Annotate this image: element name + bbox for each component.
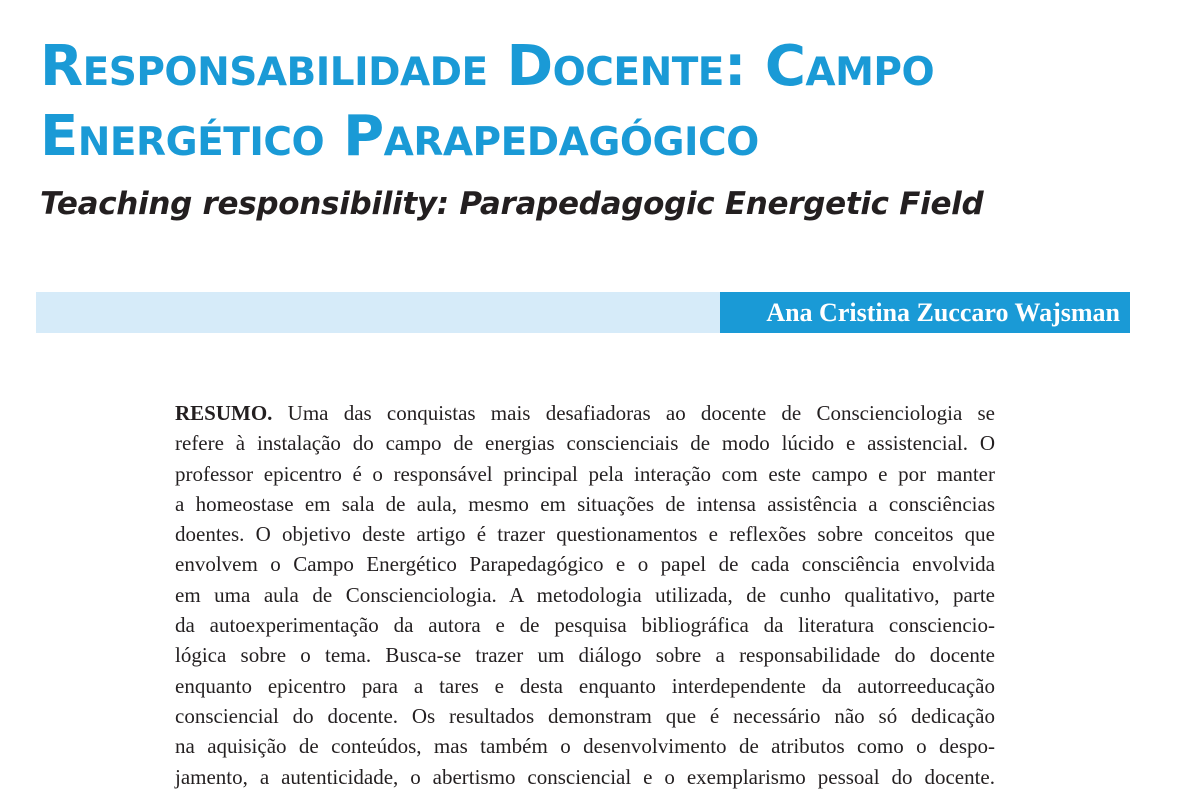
article-title [40,32,1160,172]
abstract-line: em uma aula de Conscienciologia. A metodologia utilizada, de cunho qualitativo, parte [175,582,995,607]
abstract-line: enquanto epicentro para a tares e desta enquanto interdependente da autorreeducação [175,673,995,698]
author-name: Ana Cristina Zuccaro Wajsman [720,292,1130,333]
article-subtitle: Teaching responsibility: Parapedagogic Energetic Field [40,186,984,222]
abstract-line: consciencial do docente. Os resultados demonstram que é necessário não só dedicação [175,703,995,728]
article-title-line-2: Energético Parapedagógico [40,104,759,169]
abstract-line: lógica sobre o tema. Busca-se trazer um diálogo sobre a responsabilidade do docente [175,643,995,668]
abstract-label: RESUMO. [175,401,273,425]
abstract-line: jamento, a autenticidade, o abertismo consciencial e o exemplarismo pessoal do docente. [175,764,995,789]
abstract-line: professor epicentro é o responsável principal pela interação com este campo e por manter [175,461,995,486]
abstract-line: envolvem o Campo Energético Parapedagógico e o papel de cada consciência envolvida [175,552,995,577]
article-title-line-1: Responsabilidade Docente: Campo [40,34,935,99]
abstract-line: a homeostase em sala de aula, mesmo em situações de intensa assistência a consciências [175,491,995,516]
abstract-line: refere à instalação do campo de energias conscienciais de modo lúcido e assistencial. O [175,431,995,456]
abstract-line: da autoexperimentação da autora e de pesquisa bibliográfica da literatura conscienciо- [175,613,995,638]
abstract [175,398,995,792]
abstract-line-text: Uma das conquistas mais desafiadoras ao docente de Conscienciologia se [272,401,995,425]
author-band [36,292,1130,333]
abstract-line: doentes. O objetivo deste artigo é trazer questionamentos e reflexões sobre conceitos que [175,522,995,547]
abstract-line [175,398,995,428]
abstract-line: na aquisição de conteúdos, mas também o desenvolvimento de atributos como o despo- [175,734,995,759]
